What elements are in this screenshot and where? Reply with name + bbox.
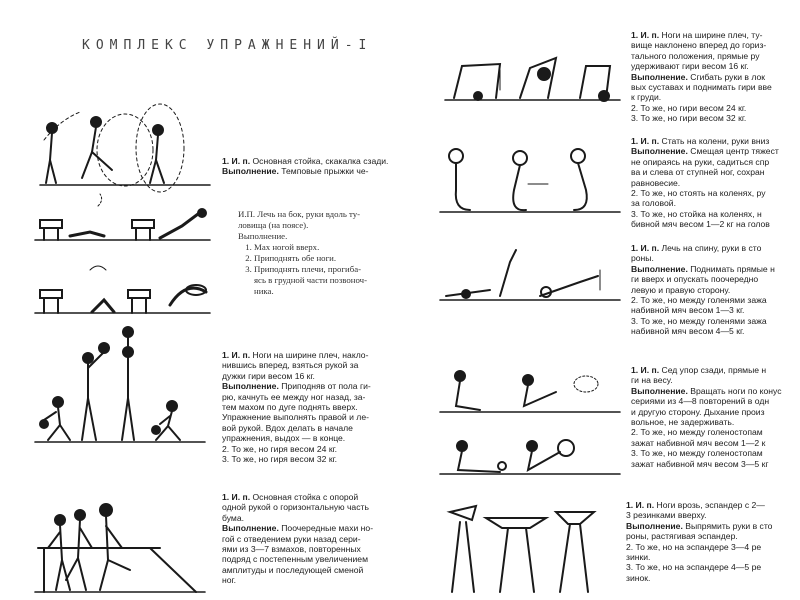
exec-line: Вращать ноги по конус [690, 385, 782, 396]
exec-line: вой рукой. Вдох делать в начале [222, 422, 353, 433]
exec-label: Выполнение. [238, 231, 288, 241]
exec-line: подряд с постепенным увеличением [222, 554, 368, 565]
exercise-jump-rope [222, 156, 392, 177]
start-text: удерживают гири весом 16 кг. [631, 61, 749, 72]
start-text: Основная стойка с опорой [252, 492, 359, 502]
beam-figures [35, 504, 205, 592]
variant-3: бивной мяч весом 1—2 кг на голов [631, 219, 770, 230]
list-item-continued: ника. [254, 286, 274, 296]
exec-line: к груди. [631, 92, 662, 103]
exec-label: Выполнение. [222, 381, 279, 392]
exec-line: вых суставах и поднимать гири вве [631, 82, 772, 93]
exercise-kneeling-sit [631, 136, 800, 230]
exercise-side-lying [238, 209, 398, 297]
start-text: Стать на колени, руки вниз [661, 136, 770, 146]
list-item: 3. Приподнять плечи, прогиба- [254, 264, 398, 275]
start-label: 1. И. п. [631, 30, 660, 40]
kneeling-figures [440, 149, 620, 212]
expander-figures [450, 506, 594, 592]
kettlebell-figures [35, 326, 205, 442]
start-text: Лечь на спину, руки в сто [661, 243, 762, 253]
start-text: бума. [222, 512, 245, 523]
variant-2: зинки. [626, 552, 651, 563]
exec-label: Выполнение. [222, 166, 279, 177]
exec-line: ног. [222, 575, 236, 586]
variant-3: 3. То же, но между голеностопам [631, 448, 763, 459]
exec-line: ями из 3—7 взмахов, повторенных [222, 544, 361, 555]
exec-list [238, 242, 398, 275]
exec-line: левую и правую сторону. [631, 284, 731, 295]
variant-3: 3. То же, но стойка на коленях, н [631, 208, 762, 219]
exec-line: роны, растягивая эспандер. [626, 531, 738, 542]
start-text: Основная стойка, скакалка сзади. [252, 156, 389, 166]
exec-line: Упражнение выполнять правой и ле- [222, 412, 369, 423]
start-text: Сед упор сзади, прямые н [661, 365, 767, 375]
start-text: вище наклонено вперед до гориз- [631, 40, 767, 51]
start-text: одной рукой о горизонтальную часть [222, 502, 369, 513]
variant-3: 3. То же, но гири весом 32 кг. [631, 113, 747, 124]
start-text-3: дужки гири весом 16 кг. [222, 370, 315, 381]
start-line-2: ловища (на поясе). [238, 220, 309, 230]
start-text-2: нившись вперед, взяться рукой за [222, 360, 359, 371]
exec-label: Выполнение. [631, 71, 688, 82]
exec-line: тем махом по дуге поднять вверх. [222, 402, 358, 413]
start-text: 3 резинками вверху. [626, 510, 707, 521]
lying-figures [440, 250, 620, 300]
exec-line: ва и слева от ступней ног, сохран [631, 167, 765, 178]
exec-line: упражнения, выдох — в конце. [222, 433, 346, 444]
variant-2: 2. То же, но стоять на коленях, ру [631, 188, 766, 199]
list-item: 2. Приподнять обе ноги. [254, 253, 398, 264]
exercise-kettlebell-swing [222, 350, 402, 464]
list-item: 1. Мах ногой вверх. [254, 242, 398, 253]
exec-label: Выполнение. [222, 523, 279, 534]
exercise-bicep-curls [631, 30, 800, 124]
list-item-continued: ясь в грудной части позвоноч- [254, 275, 368, 285]
exec-label: Выполнение. [631, 146, 688, 157]
start-text: тального положения, прямые ру [631, 50, 760, 61]
exec-text: Темповые прыжки че- [281, 166, 369, 177]
bent-over-kettlebell-figures [445, 58, 620, 101]
exec-line: Сгибать руки в лок [690, 71, 766, 82]
exercise-leg-raises [631, 243, 800, 337]
exec-line: и другую сторону. Дыхание произ [631, 406, 765, 417]
exec-line: Поднимать прямые н [690, 263, 775, 274]
variant-2: за головой. [631, 198, 676, 209]
start-label: 1. И. п. [631, 136, 660, 146]
seated-leg-circle-figures [440, 371, 620, 474]
exec-line: Выпрямить руки в сто [685, 520, 773, 531]
start-text: Ноги на ширине плеч, ту- [661, 30, 763, 40]
start-text: Ноги на ширине плеч, накло- [252, 350, 369, 360]
variant-3: 3. То же, но между голенями зажа [631, 315, 767, 326]
start-label: 1. И. п. [222, 492, 251, 502]
exercise-expander [626, 500, 800, 583]
bench-figures [35, 194, 210, 313]
start-label: 1. И. п. [631, 243, 660, 253]
exec-line: равновесие. [631, 177, 681, 188]
variant-2: зажат набивной мяч весом 1—2 к [631, 437, 766, 448]
exec-line: ги вверх и опускать поочередно [631, 274, 759, 285]
page-title: КОМПЛЕКС УПРАЖНЕНИЙ-I [82, 38, 373, 53]
start-label: 1. И. п. [222, 156, 251, 166]
exec-line: амплитуды и последующей сменой [222, 564, 364, 575]
exec-line: вольное, не задерживать. [631, 417, 735, 428]
variant-3: 3. То же, но гиря весом 32 кг. [222, 454, 338, 465]
variant-2: 2. То же, но между голеностопам [631, 427, 763, 438]
start-label: 1. И. п. [222, 350, 251, 360]
exec-label: Выполнение. [631, 263, 688, 274]
variant-2: 2. То же, но между голенями зажа [631, 295, 767, 306]
jump-rope-figures [40, 104, 210, 192]
start-label: 1. И. п. [626, 500, 655, 510]
exec-line: не опираясь на руки, садиться спр [631, 156, 770, 167]
variant-3: зинок. [626, 572, 651, 583]
exec-line: Поочередные махи но- [281, 523, 374, 534]
exec-line: гой с отведением руки назад сери- [222, 533, 361, 544]
exec-line: рю, качнуть ее между ног назад, за- [222, 391, 366, 402]
exec-line: Приподняв от пола ги- [281, 381, 371, 392]
variant-3: 3. То же, но на эспандере 4—5 ре [626, 562, 762, 573]
variant-2: 2. То же, но на эспандере 3—4 ре [626, 541, 762, 552]
exec-label: Выполнение. [631, 385, 688, 396]
variant-2: набивной мяч весом 1—3 кг. [631, 305, 745, 316]
exercise-leg-circles [631, 365, 800, 469]
exec-line: сериями из 4—8 повторений в одн [631, 396, 770, 407]
start-text: Ноги врозь, эспандер с 2— [656, 500, 765, 510]
variant-2: 2. То же, но гири весом 24 кг. [631, 102, 747, 113]
variant-3: набивной мяч весом 4—5 кг. [631, 326, 745, 337]
start-text: ги на весу. [631, 375, 673, 386]
start-label: 1. И. п. [631, 365, 660, 375]
start-text: роны. [631, 253, 654, 264]
start-line-1: И.П. Лечь на бок, руки вдоль ту- [238, 209, 361, 219]
variant-3: зажат набивной мяч весом 3—5 кг [631, 458, 769, 469]
exercise-leg-swings [222, 492, 402, 586]
exec-label: Выполнение. [626, 520, 683, 531]
exec-line: Смещая центр тяжест [690, 146, 779, 157]
variant-2: 2. То же, но гиря весом 24 кг. [222, 443, 338, 454]
